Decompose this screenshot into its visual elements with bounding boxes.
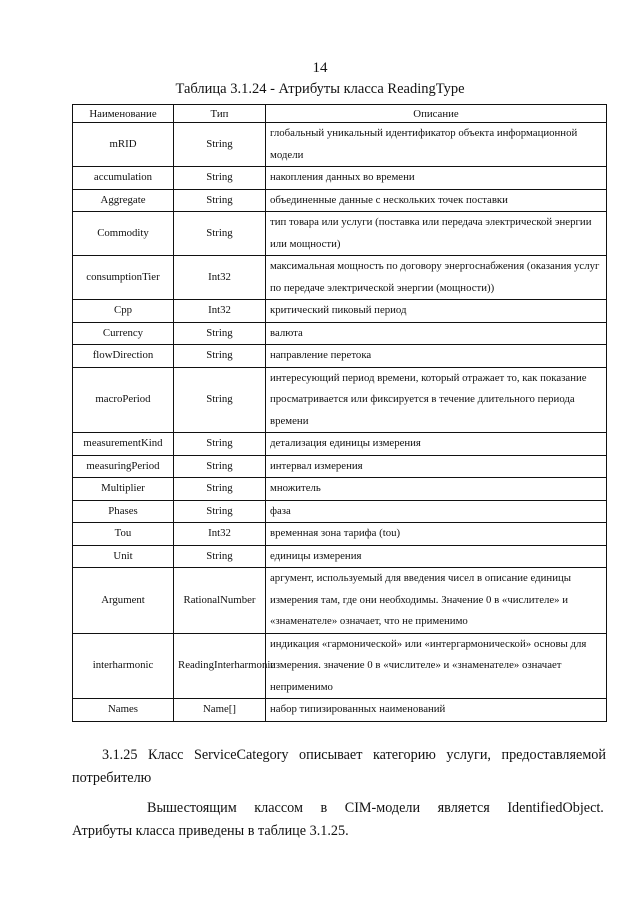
cell-name: macroPeriod	[73, 367, 174, 433]
cell-name: Commodity	[73, 212, 174, 256]
cell-type: String	[174, 545, 266, 568]
paragraph-service-category: 3.1.25 Класс ServiceCategory описывает категорию услуги, предоставляемой потребителю	[72, 747, 606, 786]
cell-type: String	[174, 478, 266, 501]
table-row	[73, 322, 607, 345]
table-row	[73, 433, 607, 456]
cell-name: measurementKind	[73, 433, 174, 456]
table-caption: Таблица 3.1.24 - Атрибуты класса ReadingType	[175, 81, 465, 97]
cell-description: критический пиковый период	[266, 300, 607, 323]
cell-name: Currency	[73, 322, 174, 345]
cell-description: множитель	[266, 478, 607, 501]
table-row	[73, 545, 607, 568]
cell-description: индикация «гармонической» или «интергармонической» основы для измерения. значение 0 в «числителе» и «знаменателе» означает неприменимо	[266, 633, 607, 699]
cell-name: Unit	[73, 545, 174, 568]
cell-name: flowDirection	[73, 345, 174, 368]
table-row	[73, 455, 607, 478]
table-row	[73, 633, 607, 699]
cell-description: набор типизированных наименований	[266, 699, 607, 722]
cell-type: String	[174, 367, 266, 433]
cell-name: accumulation	[73, 167, 174, 190]
table-row	[73, 345, 607, 368]
cell-description: тип товара или услуги (поставка или передача электрической энергии или мощности)	[266, 212, 607, 256]
parent-class-line: Вышестоящим классом в CIM-модели является IdentifiedObject.	[147, 800, 604, 816]
cell-description: накопления данных во времени	[266, 167, 607, 190]
cell-type: Int32	[174, 300, 266, 323]
cell-description: детализация единицы измерения	[266, 433, 607, 456]
cell-type: Name[]	[174, 699, 266, 722]
cell-type: Int32	[174, 523, 266, 546]
attributes-reference-line: Атрибуты класса приведены в таблице 3.1.25.	[72, 823, 349, 839]
cell-type: RationalNumber	[174, 568, 266, 634]
cell-name: Argument	[73, 568, 174, 634]
cell-description: единицы измерения	[266, 545, 607, 568]
cell-type: String	[174, 212, 266, 256]
table-row	[73, 478, 607, 501]
cell-type: String	[174, 123, 266, 167]
cell-description: временная зона тарифа (tou)	[266, 523, 607, 546]
cell-type: String	[174, 345, 266, 368]
cell-name: consumptionTier	[73, 256, 174, 300]
table-row	[73, 300, 607, 323]
cell-description: фаза	[266, 500, 607, 523]
cell-type: Int32	[174, 256, 266, 300]
table-row	[73, 367, 607, 433]
page-number: 14	[312, 60, 328, 76]
cell-description: интересующий период времени, который отражает то, как показание просматривается или фиксируется в течение длительного периода времени	[266, 367, 607, 433]
table-row	[73, 523, 607, 546]
table-row	[73, 189, 607, 212]
cell-name: Multiplier	[73, 478, 174, 501]
cell-type: String	[174, 167, 266, 190]
cell-type: String	[174, 189, 266, 212]
cell-description: аргумент, используемый для введения чисел в описание единицы измерения там, где они необходимы. Значение 0 в «числителе» и «знаменателе» означает, что не применимо	[266, 568, 607, 634]
cell-name: Phases	[73, 500, 174, 523]
cell-description: объединенные данные с нескольких точек поставки	[266, 189, 607, 212]
table-row	[73, 568, 607, 634]
table-header-row	[73, 105, 607, 123]
cell-type: String	[174, 322, 266, 345]
table-row	[73, 699, 607, 722]
table-row	[73, 123, 607, 167]
cell-description: валюта	[266, 322, 607, 345]
cell-name: measuringPeriod	[73, 455, 174, 478]
cell-type: String	[174, 433, 266, 456]
cell-type: String	[174, 455, 266, 478]
cell-name: Cpp	[73, 300, 174, 323]
cell-name: Aggregate	[73, 189, 174, 212]
header-name: Наименование	[73, 105, 174, 123]
cell-description: направление перетока	[266, 345, 607, 368]
cell-type: ReadingInterharmonic	[174, 633, 266, 699]
paragraph-parent-class	[72, 797, 606, 843]
cell-description: глобальный уникальный идентификатор объекта информационной модели	[266, 123, 607, 167]
table-row	[73, 500, 607, 523]
header-description: Описание	[266, 105, 607, 123]
table-row	[73, 256, 607, 300]
cell-description: интервал измерения	[266, 455, 607, 478]
header-type: Тип	[174, 105, 266, 123]
table-row	[73, 212, 607, 256]
cell-name: mRID	[73, 123, 174, 167]
cell-name: Tou	[73, 523, 174, 546]
cell-description: максимальная мощность по договору энергоснабжения (оказания услуг по передаче электрической энергии (мощности))	[266, 256, 607, 300]
cell-type: String	[174, 500, 266, 523]
cell-name: interharmonic	[73, 633, 174, 699]
table-row	[73, 167, 607, 190]
attributes-table	[72, 104, 607, 722]
cell-name: Names	[73, 699, 174, 722]
